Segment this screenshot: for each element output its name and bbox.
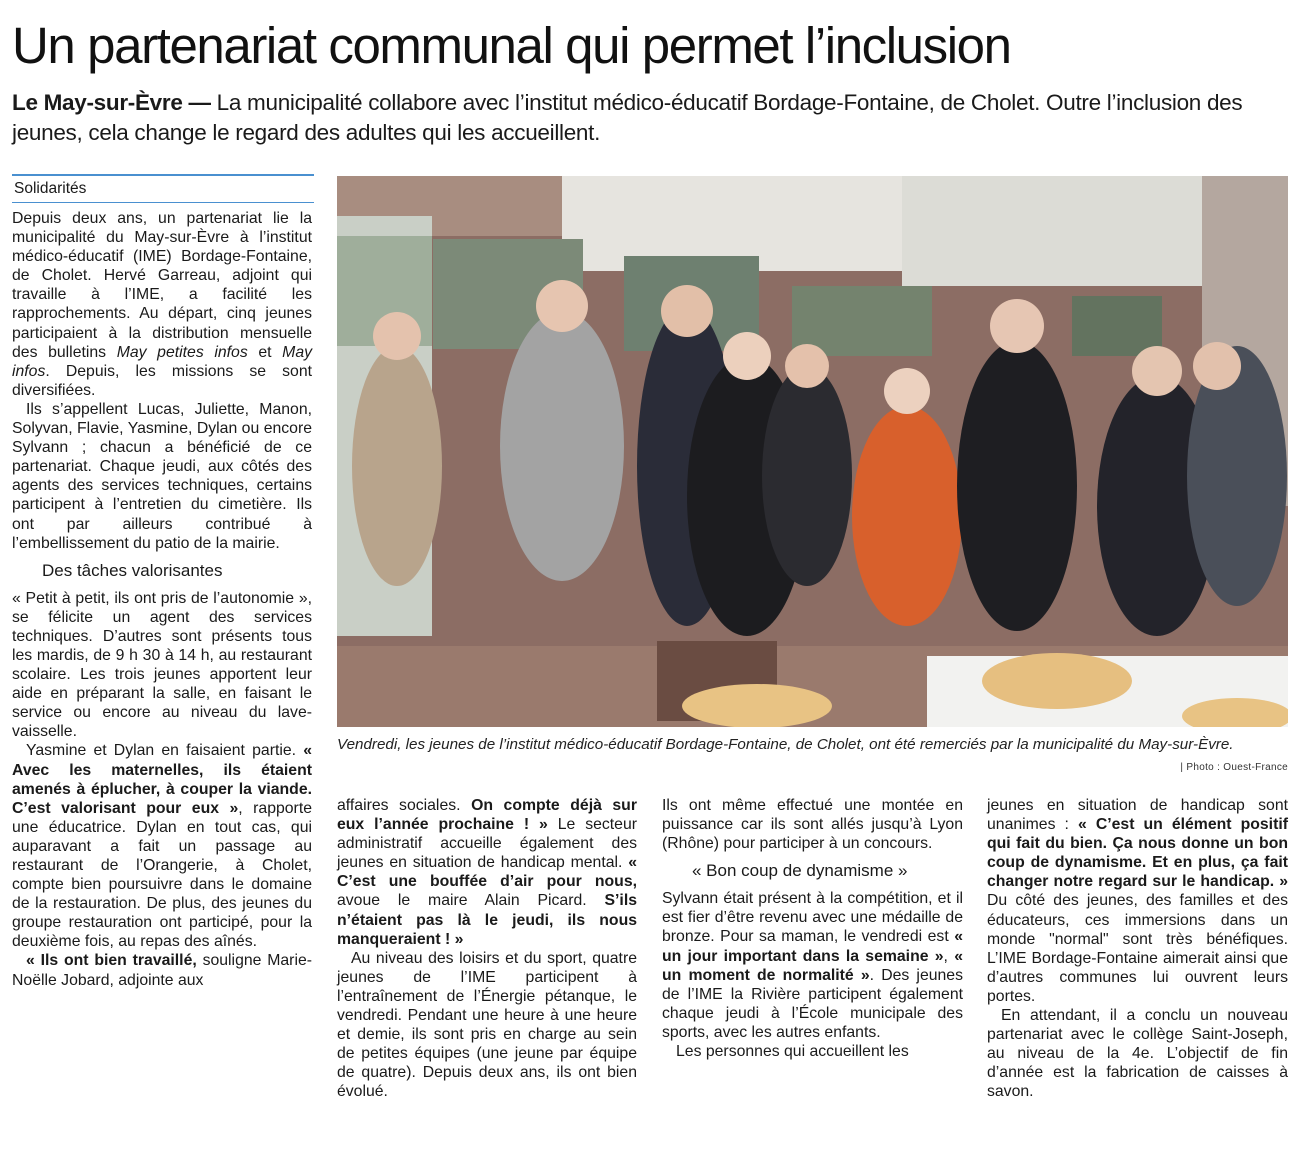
text-run: Depuis deux ans, un partenariat lie la municipalité du May-sur-Èvre à l’institut médico-éducatif (IME) Bordage-Fontaine, de Cholet. Hervé Garreau, adjoint qui travaille à l’IME, a facilité les rapprochements. Au départ, cinq jeunes participaient à la distribution mensuelle des bulletins	[12, 210, 312, 361]
paragraph	[987, 796, 1288, 1006]
subheading: « Bon coup de dynamisme »	[692, 861, 908, 881]
quote: « Avec les maternelles, ils étaient amenés à éplucher, à couper la viande. C’est valorisant pour eux »	[12, 742, 312, 817]
text-run: , rapporte une éducatrice. Dylan en tout cas, qui auparavant a fait un passage au restaurant de l’Orangerie, à Cholet, compte bien poursuivre dans le domaine de la restauration. De plus, des jeunes du groupe restauration ont participé, pour la deuxième fois, au repas des aînés.	[12, 799, 312, 951]
text-run: jeunes en situation de handicap sont unanimes :	[987, 797, 1288, 834]
paragraph: Ils s’appellent Lucas, Juliette, Manon, Solyvan, Flavie, Yasmine, Dylan ou encore Sylvann ; chacun a bénéficié de ce partenariat. Chaque jeudi, aux côtés des agents des services techniques, certains participent à l’entretien du cimetière. Ils ont par ailleurs contribué à l’embellissement du patio de la mairie.	[12, 400, 312, 552]
paragraph	[12, 741, 312, 951]
paragraph: Ils ont même effectué une montée en puissance car ils sont allés jusqu’à Lyon (Rhône) pour participer à un concours.	[662, 797, 963, 853]
publication-title: May petites infos	[116, 343, 248, 361]
dateline-place: Le May-sur-Èvre —	[12, 90, 211, 115]
text-run: . Des jeunes de l’IME la Rivière participent également chaque jeudi à l’École municipale des sports, avec les autres enfants.	[662, 966, 963, 1041]
article-column-4	[987, 796, 1288, 1102]
standfirst	[12, 88, 1297, 148]
text-run: avoue le maire Alain Picard.	[337, 892, 605, 910]
quote: « Ils ont bien travaillé,	[26, 952, 197, 970]
text-run: et	[247, 343, 283, 361]
paragraph	[12, 589, 312, 742]
text-run: Yasmine et Dylan en faisaient partie.	[26, 742, 304, 760]
article-photo	[337, 176, 1288, 727]
photo-caption: Vendredi, les jeunes de l’institut médico-éducatif Bordage-Fontaine, de Cholet, ont été remerciés par la municipalité du May-sur-Èvre.	[337, 736, 1234, 753]
text-run: , se félicite un agent des services techniques. D’autres sont présents tous les mardis, de 9 h 30 à 14 h, au restaurant scolaire. Les trois jeunes apportent leur aide en préparant la salle, en faisant le service ou encore au niveau du lave-vaisselle.	[12, 589, 312, 741]
quote: « un moment de normalité »	[662, 947, 963, 984]
text-run: souligne Marie-Noëlle Jobard, adjointe aux	[12, 952, 313, 989]
text-run: affaires sociales.	[337, 797, 472, 814]
text-run: . Depuis, les missions se sont diversifiées.	[12, 362, 312, 399]
quote: S’ils n’étaient pas là le jeudi, ils nous manqueraient ! »	[337, 892, 637, 948]
quote: « C’est une bouffée d’air pour nous,	[337, 854, 637, 891]
quote: « Petit à petit, ils ont pris de l’autonomie »	[12, 589, 308, 607]
paragraph: Les personnes qui accueillent les	[676, 1043, 909, 1061]
publication-title: May infos	[12, 343, 312, 380]
section-rubric: Solidarités	[12, 174, 314, 203]
text-run: Le secteur administratif accueille également des jeunes en situation de handicap mental.	[337, 816, 637, 872]
text-run: Du côté des jeunes, des familles et des éducateurs, ces immersions dans un monde "normal" sont très bénéfiques. L’IME Bordage-Fontaine aimerait ainsi que d’autres communes lui ouvrent leurs portes.	[987, 892, 1288, 1005]
article-column-3	[662, 796, 963, 1061]
quote: On compte déjà sur eux l’année prochaine ! »	[337, 797, 637, 834]
paragraph	[337, 796, 637, 949]
article-column-2	[337, 796, 637, 1102]
text-run: ,	[943, 947, 955, 965]
paragraph	[12, 951, 312, 989]
paragraph: En attendant, il a conclu un nouveau partenariat avec le collège Saint-Joseph, au niveau de la 4e. L’objectif de fin d’année est la fabrication de caisses à savon.	[987, 1007, 1288, 1101]
paragraph	[12, 209, 312, 400]
subheading: Des tâches valorisantes	[42, 560, 223, 580]
text-run: Sylvann était présent à la compétition, et il est fier d’être revenu avec une médaille de bronze. Pour sa maman, le vendredi est	[662, 890, 963, 946]
article-column-1	[12, 209, 312, 990]
paragraph	[662, 889, 963, 1042]
paragraph: Au niveau des loisirs et du sport, quatre jeunes de l’IME participent à l’entraînement de l’Énergie pétanque, le vendredi. Pendant une heure à une heure et demie, ils sont pris en charge au sein de petites équipes (une jeune par équipe de quatre). Depuis deux ans, ils ont bien évolué.	[337, 949, 637, 1101]
group-photo-illustration	[337, 176, 1288, 727]
photo-credit: | Photo : Ouest-France	[1180, 762, 1288, 773]
standfirst-text: La municipalité collabore avec l’institut médico-éducatif Bordage-Fontaine, de Cholet. Outre l’inclusion des jeunes, cela change le regard des adultes qui les accueillent.	[12, 90, 1243, 145]
quote: « un jour important dans la semaine »	[662, 928, 963, 965]
quote: « C’est un élément positif qui fait du bien. Ça nous donne un bon coup de dynamisme. Et en plus, ça fait changer notre regard sur le handicap. »	[987, 816, 1288, 891]
headline: Un partenariat communal qui permet l’inclusion	[12, 17, 1011, 74]
